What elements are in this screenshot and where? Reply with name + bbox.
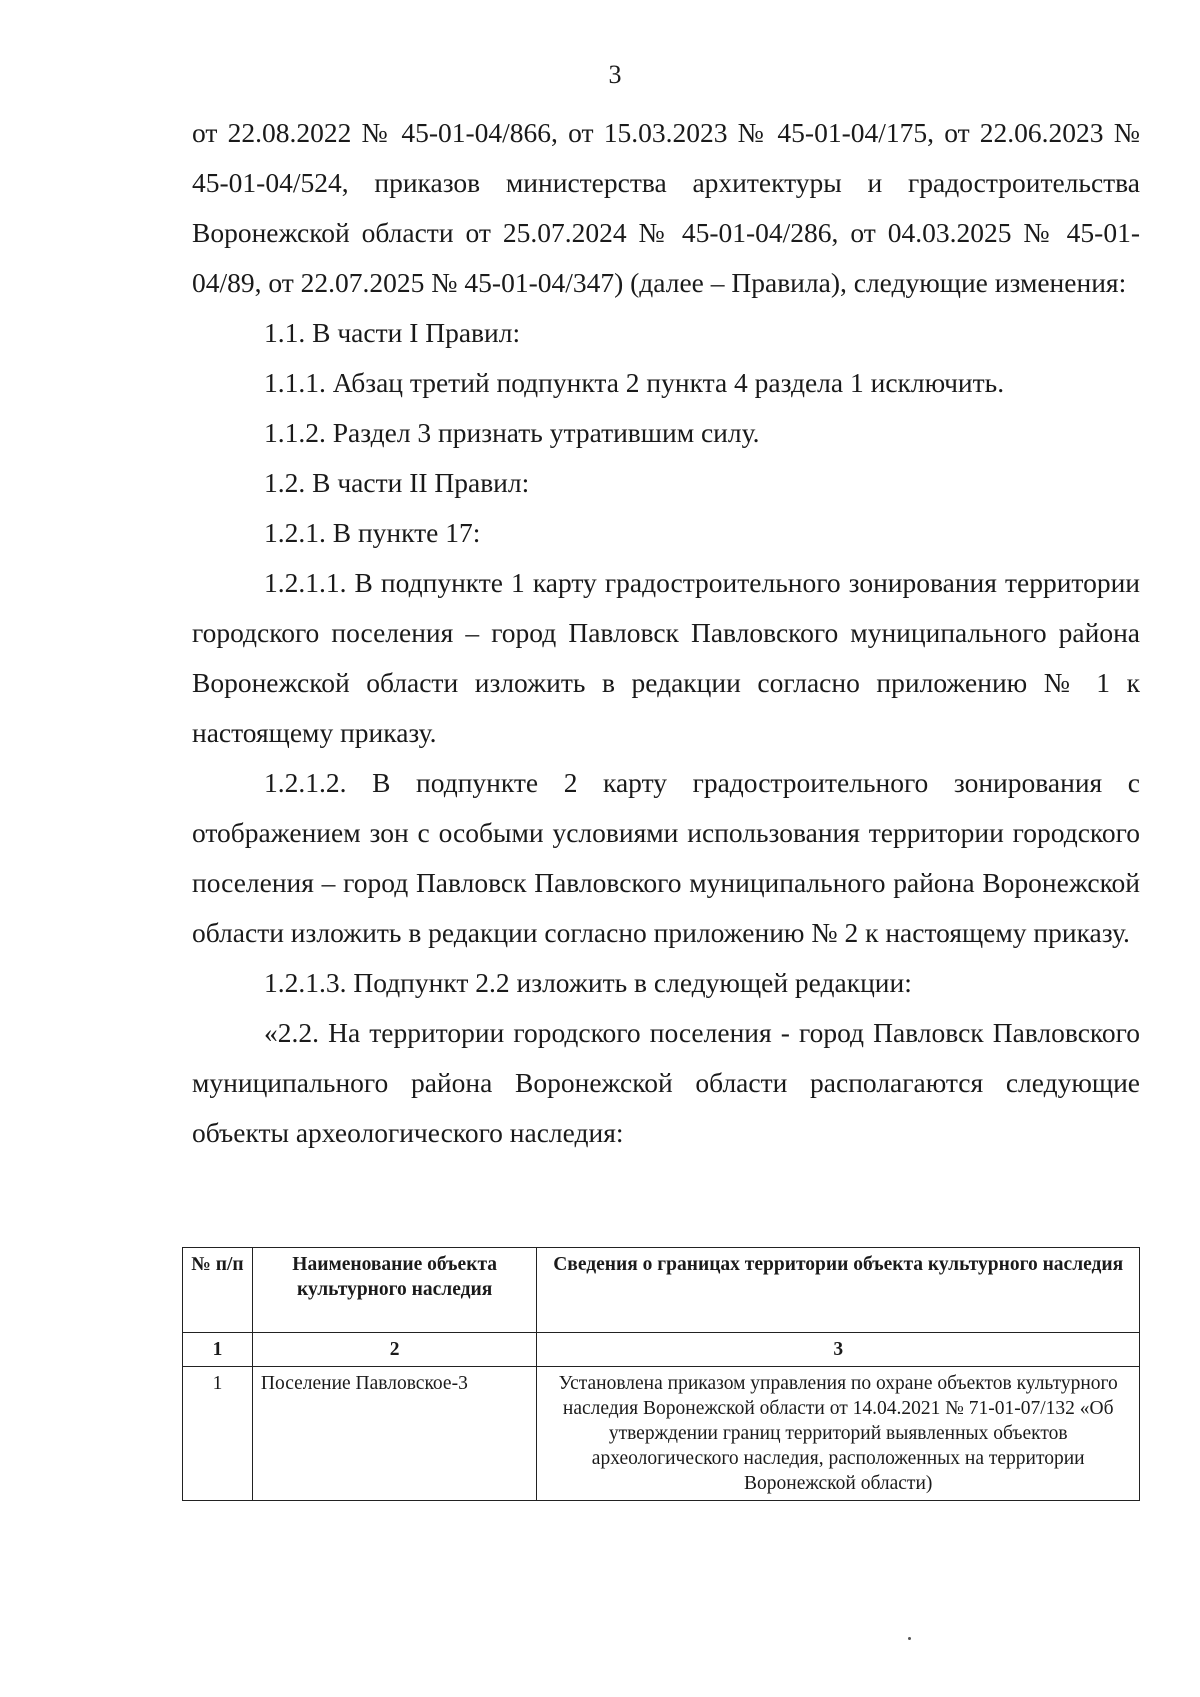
clause-2-2: «2.2. На территории городского поселения - город Павловск Павловского муниципального района Воронежской области располагаются следующие объекты археологического наследия: — [192, 1017, 1140, 1148]
clause-1-2-1-3: 1.2.1.3. Подпункт 2.2 изложить в следующей редакции: — [264, 967, 912, 998]
clause-1-2-1-2: 1.2.1.2. В подпункте 2 карту градостроительного зонирования с отображением зон с особыми условиями использования территории городского поселения – город Павловск Павловского муниципального района Воронежской области изложить в редакции согласно приложению № 2 к настоящему приказу. — [192, 767, 1140, 948]
page-number: 3 — [608, 60, 622, 89]
object-name: Поселение Павловское-3 — [252, 1367, 537, 1501]
document-body — [192, 108, 1140, 1158]
row-number: 1 — [183, 1367, 253, 1501]
header-object-name: Наименование объекта культурного наследия — [252, 1248, 537, 1333]
intro-paragraph: от 22.08.2022 № 45-01-04/866, от 15.03.2023 № 45-01-04/175, от 22.06.2023 № 45-01-04/524, приказов министерства архитектуры и градостроительства Воронежской области от 25.07.2024 № 45-01-04/286, от 04.03.2025 № 45-01-04/89, от 22.07.2025 № 45-01-04/347) (далее – Правила), следующие изменения: — [192, 117, 1140, 298]
column-number: 2 — [252, 1333, 537, 1367]
table-row — [183, 1367, 1140, 1501]
heritage-table — [182, 1247, 1140, 1501]
column-number: 1 — [183, 1333, 253, 1367]
table-header-row — [183, 1248, 1140, 1333]
clause-1-1: 1.1. В части I Правил: — [264, 317, 521, 348]
column-number: 3 — [537, 1333, 1140, 1367]
column-number-row — [183, 1333, 1140, 1367]
header-number: № п/п — [183, 1248, 253, 1333]
scan-speck — [908, 1637, 911, 1640]
clause-1-2-1-1: 1.2.1.1. В подпункте 1 карту градостроительного зонирования территории городского поселения – город Павловск Павловского муниципального района Воронежской области изложить в редакции согласно приложению № 1 к настоящему приказу. — [192, 567, 1140, 748]
clause-1-2-1: 1.2.1. В пункте 17: — [264, 517, 481, 548]
clause-1-1-2: 1.1.2. Раздел 3 признать утратившим силу. — [264, 417, 760, 448]
clause-1-1-1: 1.1.1. Абзац третий подпункта 2 пункта 4 раздела 1 исключить. — [264, 367, 1005, 398]
boundaries-info: Установлена приказом управления по охране объектов культурного наследия Воронежской области от 14.04.2021 № 71-01-07/132 «Об утверждении границ территорий выявленных объектов археологического наследия, расположенных на территории Воронежской области) — [537, 1367, 1140, 1501]
header-boundaries: Сведения о границах территории объекта культурного наследия — [537, 1248, 1140, 1333]
clause-1-2: 1.2. В части II Правил: — [264, 467, 530, 498]
